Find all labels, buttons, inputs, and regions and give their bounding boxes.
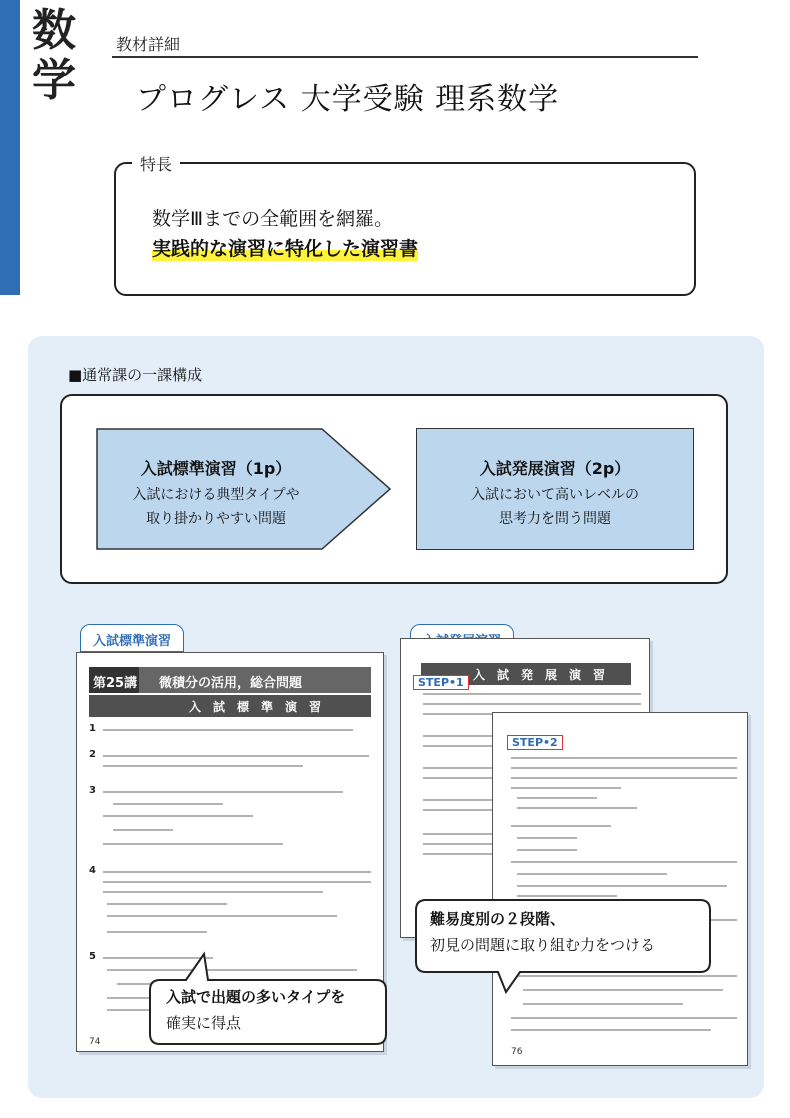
flow-step-2-title: 入試発展演習（2p） [479, 459, 631, 478]
flow-step-1-text [96, 456, 336, 531]
lecture-number: 第25講 [89, 667, 139, 693]
feature-line-1: 数学Ⅲまでの全範囲を網羅。 [152, 208, 394, 230]
text-line [103, 891, 323, 893]
text-line [423, 745, 493, 747]
flow-step-2-desc-2: 思考力を問う問題 [499, 511, 611, 527]
standard-callout-line-2: 確実に得点 [166, 1014, 242, 1032]
text-line [511, 1029, 711, 1031]
feature-line-2-highlighted: 実践的な演習に特化した演習書 [152, 234, 418, 261]
text-line [517, 873, 667, 875]
flow-step-1-title: 入試標準演習（1p） [140, 459, 292, 478]
subject-color-bar [0, 0, 20, 295]
text-line [511, 777, 737, 779]
text-line [517, 837, 577, 839]
text-line [423, 777, 493, 779]
question-number: 4 [89, 865, 96, 876]
flow-step-1-desc-2: 取り掛かりやすい問題 [146, 511, 286, 527]
text-line [113, 803, 223, 805]
text-line [517, 849, 577, 851]
text-line [103, 791, 343, 793]
advanced-callout-line-2: 初見の問題に取り組む力をつける [430, 936, 656, 954]
flow-step-1-desc-1: 入試における典型タイプや [132, 487, 300, 503]
text-line [423, 843, 493, 845]
question-number: 2 [89, 749, 96, 760]
standard-callout-line-1: 入試で出題の多いタイプを [166, 988, 346, 1006]
text-line [107, 903, 227, 905]
text-line [517, 885, 727, 887]
structure-heading: ■通常課の一課構成 [68, 366, 203, 384]
text-line [511, 767, 737, 769]
text-line [107, 931, 207, 933]
subject-label: 数学 [32, 5, 76, 106]
text-line [103, 755, 369, 757]
text-line [423, 853, 493, 855]
advanced-callout-line-1: 難易度別の２段階、 [430, 910, 566, 928]
text-line [423, 703, 641, 705]
book-title: プログレス 大学受験 理系数学 [136, 82, 560, 117]
lecture-title: 微積分の活用，総合問題 [139, 667, 371, 693]
text-line [423, 735, 493, 737]
text-line [423, 799, 493, 801]
text-line [423, 767, 493, 769]
advanced-sample-page-2 [492, 712, 748, 1066]
text-line [511, 787, 621, 789]
flow-step-2-desc-1: 入試において高いレベルの [471, 487, 639, 503]
text-line [107, 915, 337, 917]
standard-sample-tab: 入試標準演習 [80, 624, 184, 652]
text-line [511, 861, 737, 863]
advanced-callout-text [430, 906, 655, 958]
text-line [511, 757, 737, 759]
question-number: 5 [89, 951, 96, 962]
text-line [103, 843, 283, 845]
advanced-strip: 入試発展演習 [421, 663, 631, 685]
text-line [517, 807, 637, 809]
header-divider [112, 56, 698, 58]
text-line [517, 797, 597, 799]
standard-strip: 入試標準演習 [89, 695, 371, 717]
text-line [103, 729, 353, 731]
text-line [423, 809, 493, 811]
page-number: 76 [511, 1047, 523, 1057]
text-line [103, 765, 303, 767]
standard-callout-text [166, 984, 345, 1036]
step-1-label: STEP•1 [413, 675, 469, 690]
category-label: 教材詳細 [116, 35, 181, 54]
text-line [511, 1017, 737, 1019]
text-line [113, 829, 173, 831]
step-2-label: STEP•2 [507, 735, 563, 750]
text-line [103, 881, 371, 883]
question-number: 3 [89, 785, 96, 796]
text-line [423, 833, 493, 835]
page-number: 74 [89, 1037, 101, 1047]
feature-label: 特長 [132, 152, 180, 175]
text-line [423, 693, 641, 695]
text-line [511, 825, 611, 827]
question-number: 1 [89, 723, 96, 734]
flow-step-2-text [416, 456, 694, 531]
text-line [523, 1003, 683, 1005]
text-line [103, 871, 371, 873]
text-line [103, 815, 253, 817]
